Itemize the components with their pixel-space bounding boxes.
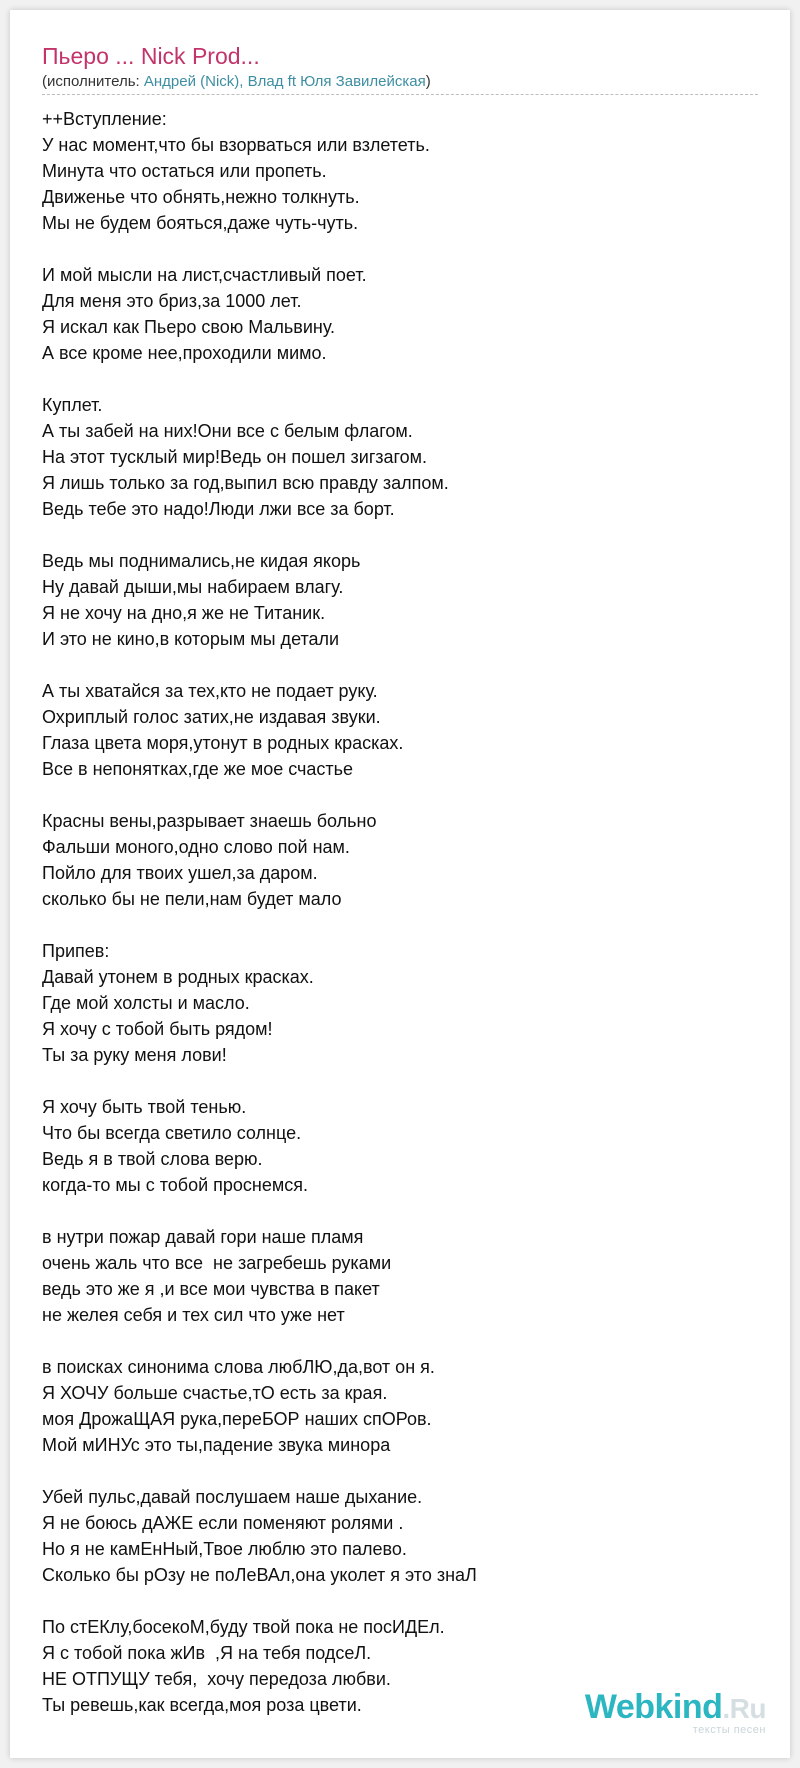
- lyrics-stanza: [42, 106, 752, 236]
- lyrics-line: очень жаль что все не загребешь руками: [42, 1253, 392, 1273]
- lyrics-line: У нас момент,что бы взорваться или взлететь.: [42, 135, 430, 155]
- performer-line: [42, 73, 431, 91]
- lyrics-line: Припев:: [42, 941, 110, 961]
- logo-brand: Webkind: [584, 1688, 723, 1726]
- lyrics-line: На этот тусклый мир!Ведь он пошел зигзагом.: [42, 447, 428, 467]
- lyrics-stanza: [42, 938, 752, 1068]
- lyrics-line: НЕ ОТПУЩУ тебя, хочу передоза любви.: [42, 1669, 391, 1689]
- performer-link[interactable]: Андрей (Nick), Влад ft Юля Завилейская: [143, 73, 426, 90]
- lyrics-line: А ты забей на них!Они все с белым флагом.: [42, 421, 413, 441]
- lyrics-stanza: [42, 808, 752, 912]
- lyrics-line: Я искал как Пьеро свою Мальвину.: [42, 317, 336, 337]
- lyrics-line: А все кроме нее,проходили мимо.: [42, 343, 327, 363]
- lyrics-line: Глаза цвета моря,утонут в родных красках.: [42, 733, 404, 753]
- lyrics-line: Ты ревешь,как всегда,моя роза цвети.: [42, 1695, 362, 1715]
- lyrics-line: И это не кино,в которым мы детали: [42, 629, 340, 649]
- logo-wordmark: [585, 1688, 766, 1728]
- lyrics-stanza: [42, 678, 752, 782]
- lyrics-line: моя ДрожаЩАЯ рука,переБОР наших спОРов.: [42, 1409, 432, 1429]
- lyrics-line: Ну давай дыши,мы набираем влагу.: [42, 577, 344, 597]
- lyrics-line: По стЕКлу,босекоМ,буду твой пока не посИДЕл.: [42, 1617, 445, 1637]
- lyrics-line: Сколько бы рОзу не поЛеВАл,она уколет я это знаЛ: [42, 1565, 477, 1585]
- lyrics-line: Ведь мы поднимались,не кидая якорь: [42, 551, 361, 571]
- lyrics-card: [10, 10, 790, 1758]
- lyrics-line: Движенье что обнять,нежно толкнуть.: [42, 187, 360, 207]
- lyrics-line: Для меня это бриз,за 1000 лет.: [42, 291, 302, 311]
- lyrics-line: Ведь я в твой слова верю.: [42, 1149, 263, 1169]
- lyrics-line: А ты хватайся за тех,кто не подает руку.: [42, 681, 378, 701]
- lyrics-line: Я лишь только за год,выпил всю правду залпом.: [42, 473, 449, 493]
- lyrics-line: Ведь тебе это надо!Люди лжи все за борт.: [42, 499, 395, 519]
- lyrics-line: Куплет.: [42, 395, 103, 415]
- logo-tld: .Ru: [722, 1693, 766, 1724]
- lyrics-line: Ты за руку меня лови!: [42, 1045, 227, 1065]
- lyrics-stanza: [42, 1484, 752, 1588]
- lyrics-line: ++Вступление:: [42, 109, 167, 129]
- lyrics-stanza: [42, 548, 752, 652]
- lyrics-line: Пойло для твоих ушел,за даром.: [42, 863, 318, 883]
- lyrics-line: Я ХОЧУ больше счастье,тО есть за края.: [42, 1383, 388, 1403]
- lyrics-line: Все в непонятках,где же мое счастье: [42, 759, 354, 779]
- lyrics-stanza: [42, 1354, 752, 1458]
- lyrics-body: [42, 106, 752, 1744]
- lyrics-line: Фальши моного,одно слово пой нам.: [42, 837, 350, 857]
- lyrics-line: Что бы всегда светило солнце.: [42, 1123, 302, 1143]
- lyrics-line: Убей пульс,давай послушаем наше дыхание.: [42, 1487, 423, 1507]
- lyrics-line: Давай утонем в родных красках.: [42, 967, 314, 987]
- lyrics-line: Но я не камЕнНый,Твое люблю это палево.: [42, 1539, 407, 1559]
- lyrics-line: ведь это же я ,и все мои чувства в пакет: [42, 1279, 380, 1299]
- lyrics-line: Я хочу быть твой тенью.: [42, 1097, 247, 1117]
- header-divider: [42, 94, 758, 95]
- lyrics-line: Я хочу с тобой быть рядом!: [42, 1019, 273, 1039]
- lyrics-line: Минута что остаться или пропеть.: [42, 161, 327, 181]
- song-title: Пьеро ... Nick Prod...: [42, 43, 260, 69]
- performer-prefix: (исполнитель:: [42, 73, 144, 90]
- lyrics-line: Я не боюсь дАЖЕ если поменяют ролями .: [42, 1513, 404, 1533]
- lyrics-line: сколько бы не пели,нам будет мало: [42, 889, 342, 909]
- lyrics-line: Я с тобой пока жИв ,Я на тебя подсеЛ.: [42, 1643, 372, 1663]
- lyrics-line: не желея себя и тех сил что уже нет: [42, 1305, 345, 1325]
- performer-suffix: ): [425, 73, 431, 90]
- lyrics-line: Где мой холсты и масло.: [42, 993, 250, 1013]
- lyrics-line: Охриплый голос затих,не издавая звуки.: [42, 707, 381, 727]
- lyrics-stanza: [42, 1224, 752, 1328]
- lyrics-line: Мой мИНУс это ты,падение звука минора: [42, 1435, 391, 1455]
- lyrics-stanza: [42, 392, 752, 522]
- lyrics-line: Я не хочу на дно,я же не Титаник.: [42, 603, 326, 623]
- lyrics-line: И мой мысли на лист,счастливый поет.: [42, 265, 367, 285]
- lyrics-line: в нутри пожар давай гори наше пламя: [42, 1227, 364, 1247]
- lyrics-line: Мы не будем бояться,даже чуть-чуть.: [42, 213, 359, 233]
- lyrics-stanza: [42, 1094, 752, 1198]
- lyrics-line: Красны вены,разрывает знаешь больно: [42, 811, 377, 831]
- logo-tagline: тексты песен: [692, 1724, 766, 1736]
- lyrics-stanza: [42, 262, 752, 366]
- lyrics-line: когда-то мы с тобой проснемся.: [42, 1175, 308, 1195]
- lyrics-line: в поисках синонима слова любЛЮ,да,вот он я.: [42, 1357, 435, 1377]
- site-logo[interactable]: [566, 1688, 766, 1748]
